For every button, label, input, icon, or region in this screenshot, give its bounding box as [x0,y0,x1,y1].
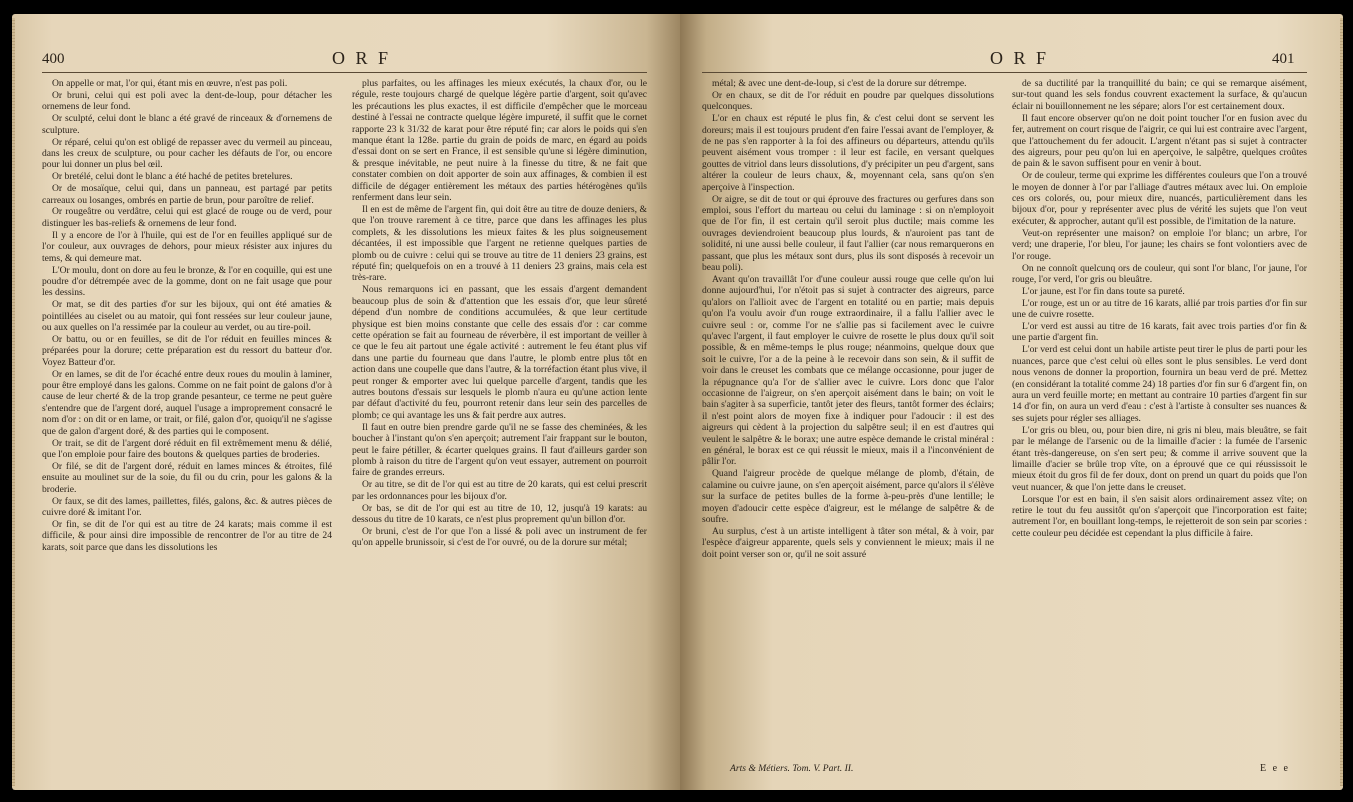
right-page-column-1 [702,78,994,561]
header-rule-left [42,72,647,73]
paragraph: Or de couleur, terme qui exprime les différentes couleurs que l'on a trouvé le moyen de donner à l'or par l'alliage d'autres métaux avec lui. On emploie ces ors colorés, ou, pour mieux dire, nuancés, particulièrement dans les bijoux d'or, pour y représenter avec plus de vérité les sujets que l'on veut exécuter, & approcher, autant qu'il est possible, de l'imitation de la nature. [1012,170,1307,227]
signature-mark: E e e [1260,763,1290,774]
page-number-left: 400 [42,51,65,67]
paragraph: L'or gris ou bleu, ou, pour bien dire, ni gris ni bleu, mais bleuâtre, se fait par le mélange de l'arsenic ou de la limaille d'acier : la fumée de l'arsenic étant très-dangereuse, on s'en sert peu; & comme il arrive souvent que la limaille d'acier se brûle trop vîte, on a éprouvé que ce qui réussissoit le mieux étoit du gros fil de fer doux, dont on prend un quart du poids que l'on veut nuancer, & que l'on jette dans le creuset. [1012,424,1307,493]
paragraph: L'or verd est aussi au titre de 16 karats, fait avec trois parties d'or fin & une partie d'argent fin. [1012,321,1307,344]
paragraph: Or filé, se dit de l'argent doré, réduit en lames minces & étroites, filé ensuite au moulinet sur de la soie, du fil ou du crin, pour les galons & la broderie. [42,460,332,495]
paragraph: Nous remarquons ici en passant, que les essais d'argent demandent beaucoup plus de soin & d'attention que les essais d'or, que leur sûreté dépend d'un nombre de conditions accumulées, & que leur certitude physique est bien moins constante que celle des essais d'or : car comme cette opération se fait au fourneau de réverbère, il est important de veiller à ce que le feu ait partout une égale activité : autrement le feu étant plus vif dans une partie du fourneau que dans l'autre, le plomb entre plus tôt en action dans une coupelle que dans l'autre, & la torréfaction étant plus vive, il peut ronger & emporter avec lui quelque parcelle d'argent, tandis que les autres boutons d'essais sur lesquels le plomb n'aura eu qu'une action lente par défaut d'activité du feu, pourront retenir dans leur sein des parcelles de plomb; ce qui avantage les uns & fait perdre aux autres. [352,284,647,421]
paragraph: plus parfaites, ou les affinages les mieux exécutés, la chaux d'or, ou le régule, reste toujours chargé de quelque légère partie d'argent, soit qu'avec les précautions les plus exactes, il est difficile d'empêcher que le morceau destiné à l'essai ne contracte quelque légère impureté, il suffit que le cornet rapporte 23 k 31/32 de karat pour être réputé fin; car alors le poids qui s'en manque étant la 128e. partie du grain de poids de marc, en égard au poids d'essai dont on se sert en France, il est sensible qu'une si légère diminution, & presque inévitable, ne peut nuire à la finesse du titre, & ne fait que constater combien on doit apporter de soin aux affinages, & combien il est difficile de dégager entièrement les métaux des parties hétérogènes qu'ils renferment dans leur sein. [352,78,647,204]
running-head-left: O R F [332,48,392,68]
paragraph: L'or verd est celui dont un habile artiste peut tirer le plus de parti pour les nuances, parce que c'est celui où elles sont le plus sensibles. Le verd dont nous venons de donner la proportion, fournira un beau verd de pré. Mettez (en considérant la totalité comme 24) 18 parties d'or fin sur 6 d'argent fin, on aura un verd feuille morte; en mettant au contraire 10 parties d'argent fin sur 14 d'or fin, on aura un verd d'eau : c'est à l'artiste à consulter ses nuances & ses sujets pour régler ses alliages. [1012,344,1307,424]
left-page-column-2 [352,78,647,549]
paragraph: Or bas, se dit de l'or qui est au titre de 10, 12, jusqu'à 19 karats: au dessous du titre de 10 karats, ce n'est plus proprement qu'un billon d'or. [352,502,647,525]
paragraph: Au surplus, c'est à un artiste intelligent à tâter son métal, & à voir, par l'espèce d'aigreur apparente, quels sels y conviennent le mieux; mais il ne doit point verser son or, qu'il ne soit assuré [702,525,994,560]
paragraph: Or trait, se dit de l'argent doré réduit en fil extrêmement menu & délié, que l'on emploie pour faire des boutons & quelques parties de broderies. [42,437,332,460]
paragraph: L'or jaune, est l'or fin dans toute sa pureté. [1022,285,1185,297]
paragraph: Il en est de même de l'argent fin, qui doit être au titre de douze deniers, & que l'on trouve rarement à ce titre, parce que dans les affinages les plus complets, & les dissolutions les mieux faites & les plus soigneusement décantées, il est impossible que l'argent ne retienne quelques parties de plomb ou de cuivre : celui qui se trouve au titre de 11 deniers 23 grains, est réputé fin; quelquefois on en a trouvé à 11 deniers 23 grains, mais cela est très-rare. [352,203,647,284]
paragraph: Or de mosaïque, celui qui, dans un panneau, est partagé par petits carreaux ou losanges, ombrés en partie de brun, pour paroître de relief. [42,183,332,206]
paragraph: Or battu, ou or en feuilles, se dit de l'or réduit en feuilles minces & préparées pour la dorure; cette préparation est du ressort du batteur d'or. Voyez Batteur d'or. [42,333,332,368]
paragraph: Il faut encore observer qu'on ne doit point toucher l'or en fusion avec du fer, autrement on court risque de l'aigrir, ce qui lui est contraire avec l'argent, que l'attouchement du fer adoucit. L'argent n'étant pas si sujet à contracter des aigreurs, pour peu qu'on lui en aperçoive, le salpêtre, quelques croûtes de pain & le savon suffisent pour en venir à bout. [1012,112,1307,170]
paragraph: Or en chaux, se dit de l'or réduit en poudre par quelques dissolutions quelconques. [702,89,994,113]
paragraph: de sa ductilité par la tranquillité du bain; ce qui se remarque aisément, sur-tout quand les sels fondus couvrent exactement la surface, & qu'aucun éclair ni bouillonnement ne les sépare; alors l'or est certainement doux. [1012,78,1307,112]
paragraph: L'or en chaux est réputé le plus fin, & c'est celui dont se servent les doreurs; mais il est toujours prudent d'en faire l'essai avant de l'employer, & de ne pas s'en rapporter à la foi des affineurs ou départeurs, attendu qu'ils peuvent aisément vous tromper : il leur est facile, en versant quelques gouttes de vitriol dans leurs dissolutions, d'y précipiter un peu d'argent, sans altérer la couleur de leurs chaux, &, moyennant cela, sans qu'on s'en aperçoive à l'inspection. [702,113,994,193]
paragraph: Veut-on représenter une maison? on emploie l'or blanc; un arbre, l'or verd; une draperie, l'or bleu, l'or jaune; les chairs se font volontiers avec de l'or rouge. [1012,227,1307,262]
paragraph: On appelle or mat, l'or qui, étant mis en œuvre, n'est pas poli. [52,78,288,89]
page-edge-left [12,18,15,786]
paragraph: Il y a encore de l'or à l'huile, qui est de l'or en feuilles appliqué sur de l'or couleur, aux ouvrages de dehors, pour mieux résister aux injures du tems, & qui demeure mat. [42,229,332,264]
paragraph: Or réparé, celui qu'on est obligé de repasser avec du vermeil au pinceau, dans les creux de sculpture, ou pour cacher les défauts de l'or, ou encore pour lui donner un plus bel œil. [42,136,332,171]
paragraph: Or au titre, se dit de l'or qui est au titre de 20 karats, qui est celui prescrit par les ordonnances pour les bijoux d'or. [352,479,647,502]
right-page [680,14,1343,790]
paragraph: Or bruni, celui qui est poli avec la dent-de-loup, pour détacher les ornemens de leur fond. [42,89,332,113]
paragraph: Quand l'aigreur procède de quelque mélange de plomb, d'étain, de calamine ou cuivre jaune, on s'en aperçoit aisément, parce qu'alors il s'élève sur la surface de petites bulles de la forme à-peu-près d'une lentille; le moyen d'adoucir cette espèce d'aigreur, est le mélange de salpêtre & de soufre. [702,468,994,525]
paragraph: Lorsque l'or est en bain, il s'en saisit alors ordinairement assez vîte; on retire le tout du feu aussitôt qu'on s'aperçoit que l'incorporation est faite; autrement l'or, en bouillant long-temps, le rejetteroit de son sein par scories : cette couleur peu décidée est cependant la plus difficile à faire. [1012,493,1307,539]
footer-volume-note: Arts & Métiers. Tom. V. Part. II. [730,763,854,774]
header-rule-right [702,72,1307,73]
left-page [12,14,680,790]
page-number-right: 401 [1272,51,1295,67]
paragraph: Or mat, se dit des parties d'or sur les bijoux, qui ont été amaties & pointillées au ciselet ou au matoir, qui font ressées sur leur couleur jaune, ou aux quelles on l'a ressimée par la couleur au verdet, ou au tire-poil. [42,299,332,334]
right-page-column-2 [1012,78,1307,540]
paragraph: Or fin, se dit de l'or qui est au titre de 24 karats; mais comme il est difficile, & pour ainsi dire impossible de rencontrer de l'or au titre de 24 karats, soit parce que dans les dissolutions les [42,518,332,553]
paragraph: On ne connoît quelcunq ors de couleur, qui sont l'or blanc, l'or jaune, l'or rouge, l'or verd, l'or gris ou bleuâtre. [1012,262,1307,285]
paragraph: Or rougeâtre ou verdâtre, celui qui est glacé de rouge ou de verd, pour distinguer les bas-reliefs & ornemens de leur fond. [42,206,332,229]
left-page-column-1 [42,78,332,554]
paragraph: L'Or moulu, dont on dore au feu le bronze, & l'or en coquille, qui est une poudre d'or détrempée avec de la gomme, dont on ne fait usage que pour les dessins. [42,264,333,299]
paragraph: Or aigre, se dit de tout or qui éprouve des fractures ou gerfures dans son emploi, sous l'effort du marteau ou celui du laminage : si on n'employoit que de l'or fin, il est certain qu'il seroit plus ductile; mais comme les ouvrages deviendroient beaucoup plus lourds, & n'auroient pas tant de solidité, ni une aussi belle couleur, il faut l'allier (car nous remarquerons en passant, que plus les métaux sont durs, plus ils sont disposés à recevoir un beau poli). [702,193,994,273]
open-book [12,14,1343,798]
running-head-right: O R F [990,48,1050,68]
paragraph: L'or rouge, est un or au titre de 16 karats, allié par trois parties d'or fin sur une de cuivre rosette. [1012,297,1307,321]
paragraph: Il faut en outre bien prendre garde qu'il ne se fasse des cheminées, & les boucher à l'instant qu'on s'en aperçoit; autrement l'air frappant sur le bouton, peut le faire pétiller, & écarter quelques grains. Il faut d'ailleurs garder son plomb à raison du titre de l'argent qu'on veut essayer, autrement on pourroit faire de grandes erreurs. [352,421,647,479]
paragraph: Or faux, se dit des lames, paillettes, filés, galons, &c. & autres pièces de cuivre doré & imitant l'or. [42,495,332,519]
paragraph: Or sculpté, celui dont le blanc a été gravé de rinceaux & d'ornemens de sculpture. [42,113,332,136]
paragraph: métal; & avec une dent-de-loup, si c'est de la dorure sur détrempe. [712,78,967,89]
page-edge-right [1340,18,1343,786]
paragraph: Or bretélé, celui dont le blanc a été haché de petites bretelures. [52,171,293,183]
paragraph: Or bruni, c'est de l'or que l'on a lissé & poli avec un instrument de fer qu'on appelle brunissoir, si c'est de l'or ouvré, ou de la dorure sur métal; [352,525,647,549]
paragraph: Or en lames, se dit de l'or écaché entre deux roues du moulin à laminer, pour être employé dans les galons. Comme on ne fait point de galons d'or à cause de leur cherté & de la trop grande pesanteur, ce terme ne peut guère s'entendre que de l'argent doré, auquel l'usage a improprement consacré le nom d'or : on dit or en lame, or trait, or filé, galon d'or, quoiqu'il ne s'agisse que de galon d'argent doré, & des parties qui le composent. [42,368,332,437]
paragraph: Avant qu'on travaillât l'or d'une couleur aussi rouge que celle qu'on lui donne aujourd'hui, l'or n'étoit pas si sujet à contracter des aigreurs, parce qu'alors on l'allioit avec de l'argent en totalité ou en partie; mais depuis qu'on l'a voulu avoir d'un rouge extraordinaire, il a fallu l'allier avec le cuivre seul : or, comme l'or ne s'allie pas si facilement avec le cuivre qu'avec l'argent, il faut employer le cuivre de rosette le plus doux qu'il soit possible, & en même-temps le plus rouge; néanmoins, quelque doux que soit le cuivre, l'or a de la peine à le recevoir dans son sein, & il suffit de voir dans le creuset les combats que ce mélange occasionne, pour juger de la répugnance qu'a l'or de s'allier avec le cuivre. Lors donc que l'alor occasionne de l'aigreur, on s'en aperçoit aisément dans le bain; on voit le bain s'agiter à sa superficie, tantôt jeter des fleurs, tantôt former des éclairs; il n'est point alors de moyen fixe à indiquer pour l'adoucir : il est des aigreurs qui cèdent à la projection du salpêtre seul; il en est d'autres qui veulent le salpêtre & le borax; une autre espèce demande le cristal minéral : en général, le borax est ce qui réussit le mieux, mais il a l'inconvénient de pâlir l'or. [702,273,994,468]
